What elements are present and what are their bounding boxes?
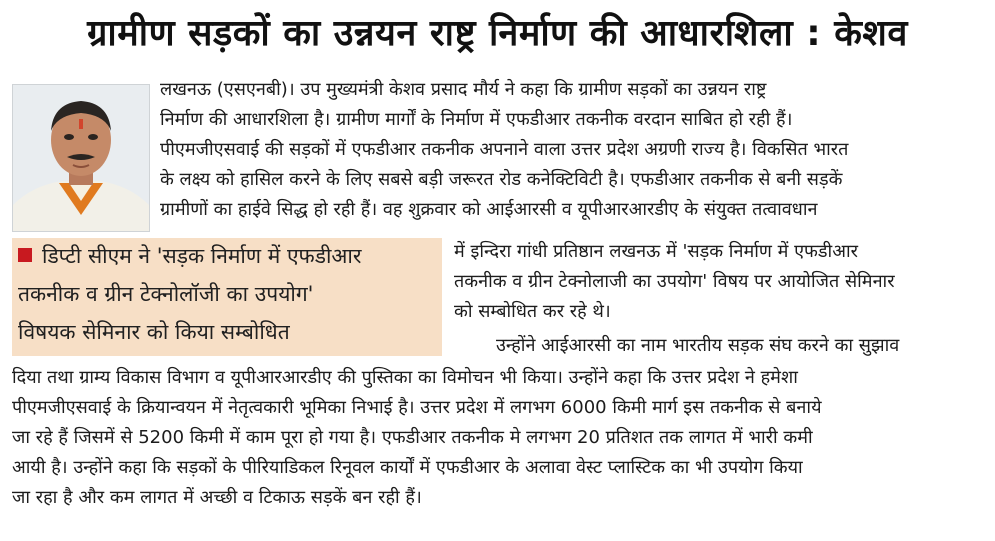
body-line-13: आयी है। उन्होंने कहा कि सड़कों के पीरियाडिकल रिनूवल कार्यों में एफडीआर के अलावा वेस्ट प्लास्टिक का भी उपयोग किया [12,457,803,478]
body-line-9: उन्होंने आईआरसी का नाम भारतीय सड़क संघ करने का सुझाव [496,335,900,356]
highlight-line-3: विषयक सेमिनार को किया सम्बोधित [18,320,290,344]
highlight-text-1: डिप्टी सीएम ने 'सड़क निर्माण में एफडीआर [42,244,362,268]
portrait-photo [12,84,150,232]
body-line-6: में इन्दिरा गांधी प्रतिष्ठान लखनऊ में 'सड़क निर्माण में एफडीआर [454,241,858,262]
body-line-8: को सम्बोधित कर रहे थे। [454,301,611,322]
headline: ग्रामीण सड़कों का उन्नयन राष्ट्र निर्माण की आधारशिला : केशव [87,13,908,54]
body-line-10: दिया तथा ग्राम्य विकास विभाग व यूपीआरआरडीए की पुस्तिका का विमोचन भी किया। उन्होंने कहा कि उत्तर प्रदेश ने हमेशा [12,367,798,388]
body-line-4: के लक्ष्य को हासिल करने के लिए सबसे बड़ी जरूरत रोड कनेक्टिविटी है। एफडीआर तकनीक से बनी सड़कें [160,169,843,190]
body-line-11: पीएमजीएसवाई के क्रियान्वयन में नेतृत्वकारी भूमिका निभाई है। उत्तर प्रदेश में लगभग 6000 किमी मार्ग इस तकनीक से बनाये [12,397,822,418]
bullet-square-icon [18,248,32,262]
highlight-line-2: तकनीक व ग्रीन टेक्नोलॉजी का उपयोग' [18,282,314,306]
body-line-3: पीएमजीएसवाई की सड़कों में एफडीआर तकनीक अपनाने वाला उत्तर प्रदेश अग्रणी राज्य है। विकसित भारत [160,139,849,160]
body-line-5: ग्रामीणों का हाईवे सिद्ध हो रही हैं। वह शुक्रवार को आईआरसी व यूपीआरआरडीए के संयुक्त तत्वावधान [160,199,818,220]
body-line-7: तकनीक व ग्रीन टेक्नोलाजी का उपयोग' विषय पर आयोजित सेमिनार [454,271,895,292]
highlight-box [12,238,442,356]
body-line-14: जा रहा है और कम लागत में अच्छी व टिकाऊ सड़कें बन रही हैं। [12,487,422,508]
body-line-2: निर्माण की आधारशिला है। ग्रामीण मार्गों के निर्माण में एफडीआर तकनीक वरदान साबित हो रही हैं। [160,109,793,130]
body-line-12: जा रहे हैं जिसमें से 5200 किमी में काम पूरा हो गया है। एफडीआर तकनीक मे लगभग 20 प्रतिशत तक लागत में भारी कमी [12,427,813,448]
highlight-line-1 [18,240,361,272]
body-line-1: लखनऊ (एसएनबी)। उप मुख्यमंत्री केशव प्रसाद मौर्य ने कहा कि ग्रामीण सड़कों का उन्नयन राष्ट्र [160,79,767,100]
